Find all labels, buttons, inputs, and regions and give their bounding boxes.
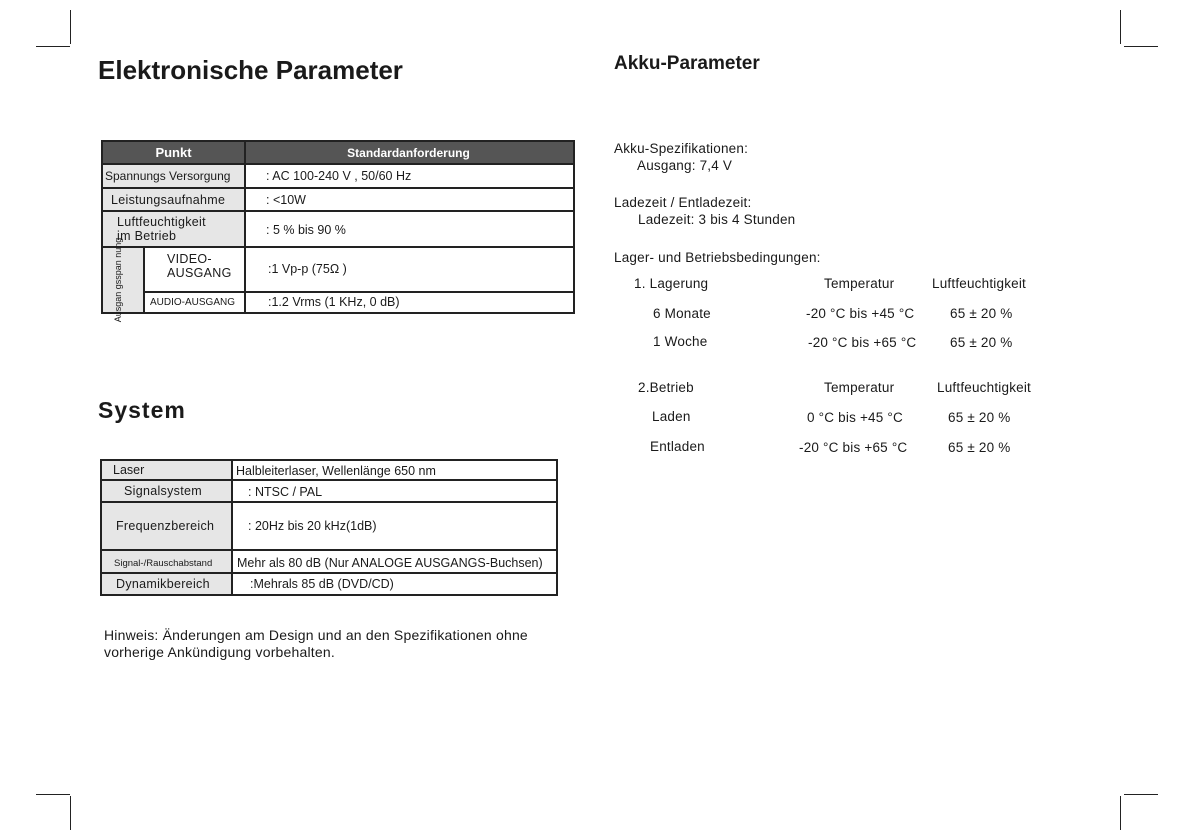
storage-row-hum: 65 ± 20 % (950, 335, 1013, 350)
table-value: Halbleiterlaser, Wellenlänge 650 nm (236, 464, 436, 478)
crop-mark (70, 10, 71, 44)
operation-row-label: Entladen (650, 439, 705, 454)
table-label: Dynamikbereich (116, 577, 210, 591)
crop-mark (36, 46, 70, 47)
table-label: Luftfeuchtigkeit im Betrieb (103, 212, 244, 246)
spec-heading: Akku-Spezifikationen: (614, 141, 749, 156)
table-label: VIDEO-AUSGANG (167, 252, 232, 280)
crop-mark (36, 794, 70, 795)
table-value: : 20Hz bis 20 kHz(1dB) (248, 519, 377, 533)
table-value: : <10W (266, 193, 306, 207)
system-table (100, 459, 558, 596)
crop-mark (1124, 794, 1158, 795)
table-label: Signal-/Rauschabstand (114, 558, 213, 569)
table-label: Laser (113, 463, 145, 477)
electronic-parameters-table (101, 140, 575, 323)
storage-row-temp: -20 °C bis +65 °C (808, 335, 917, 350)
operation-row-hum: 65 ± 20 % (948, 410, 1011, 425)
charge-value: Ladezeit: 3 bis 4 Stunden (638, 212, 796, 227)
storage-row-label: 6 Monate (653, 306, 711, 321)
operation-heading: 2.Betrieb (638, 380, 694, 395)
table-value: :1 Vp-p (75Ω ) (268, 262, 347, 276)
storage-heading: 1. Lagerung (634, 276, 709, 291)
table-value: : NTSC / PAL (248, 485, 323, 499)
table-group-label-text: Ausgan gsspan nung (113, 237, 123, 323)
operation-col-temp: Temperatur (824, 380, 895, 395)
note-text: Hinweis: Änderungen am Design und an den Spezifikationen ohne vorherige Ankündigung vorbehalten. (104, 627, 528, 660)
system-title: System (98, 397, 186, 423)
operation-row-label: Laden (652, 409, 691, 424)
operation-col-hum: Luftfeuchtigkeit (937, 380, 1032, 395)
charge-heading: Ladezeit / Entladezeit: (614, 195, 752, 210)
table-value: Mehr als 80 dB (Nur ANALOGE AUSGANGS-Buchsen) (237, 556, 543, 570)
operation-row-temp: 0 °C bis +45 °C (807, 410, 903, 425)
table-label: Spannungs Versorgung (103, 165, 244, 187)
page-title: Elektronische Parameter (98, 55, 403, 85)
crop-mark (1124, 46, 1158, 47)
akku-title: Akku-Parameter (614, 53, 760, 74)
table-label: Leistungsaufnahme (103, 189, 244, 210)
table-value: : 5 % bis 90 % (266, 223, 346, 237)
table-value: :Mehrals 85 dB (DVD/CD) (250, 577, 394, 591)
storage-col-hum: Luftfeuchtigkeit (932, 276, 1027, 291)
operation-row-temp: -20 °C bis +65 °C (799, 440, 908, 455)
crop-mark (70, 796, 71, 830)
crop-mark (1120, 10, 1121, 44)
storage-row-label: 1 Woche (653, 334, 708, 349)
table-label: AUDIO-AUSGANG (145, 293, 244, 312)
table-label: Frequenzbereich (116, 519, 215, 533)
table-header-punkt: Punkt (103, 142, 244, 163)
operation-row-hum: 65 ± 20 % (948, 440, 1011, 455)
conditions-heading: Lager- und Betriebsbedingungen: (614, 250, 821, 265)
storage-col-temp: Temperatur (824, 276, 895, 291)
storage-row-temp: -20 °C bis +45 °C (806, 306, 915, 321)
table-label: Signalsystem (124, 484, 202, 498)
spec-value: Ausgang: 7,4 V (637, 158, 733, 173)
storage-row-hum: 65 ± 20 % (950, 306, 1013, 321)
crop-mark (1120, 796, 1121, 830)
table-value: :1.2 Vrms (1 KHz, 0 dB) (268, 295, 400, 309)
table-header-standard: Standardanforderung (244, 142, 573, 163)
table-value: : AC 100-240 V , 50/60 Hz (266, 169, 412, 183)
